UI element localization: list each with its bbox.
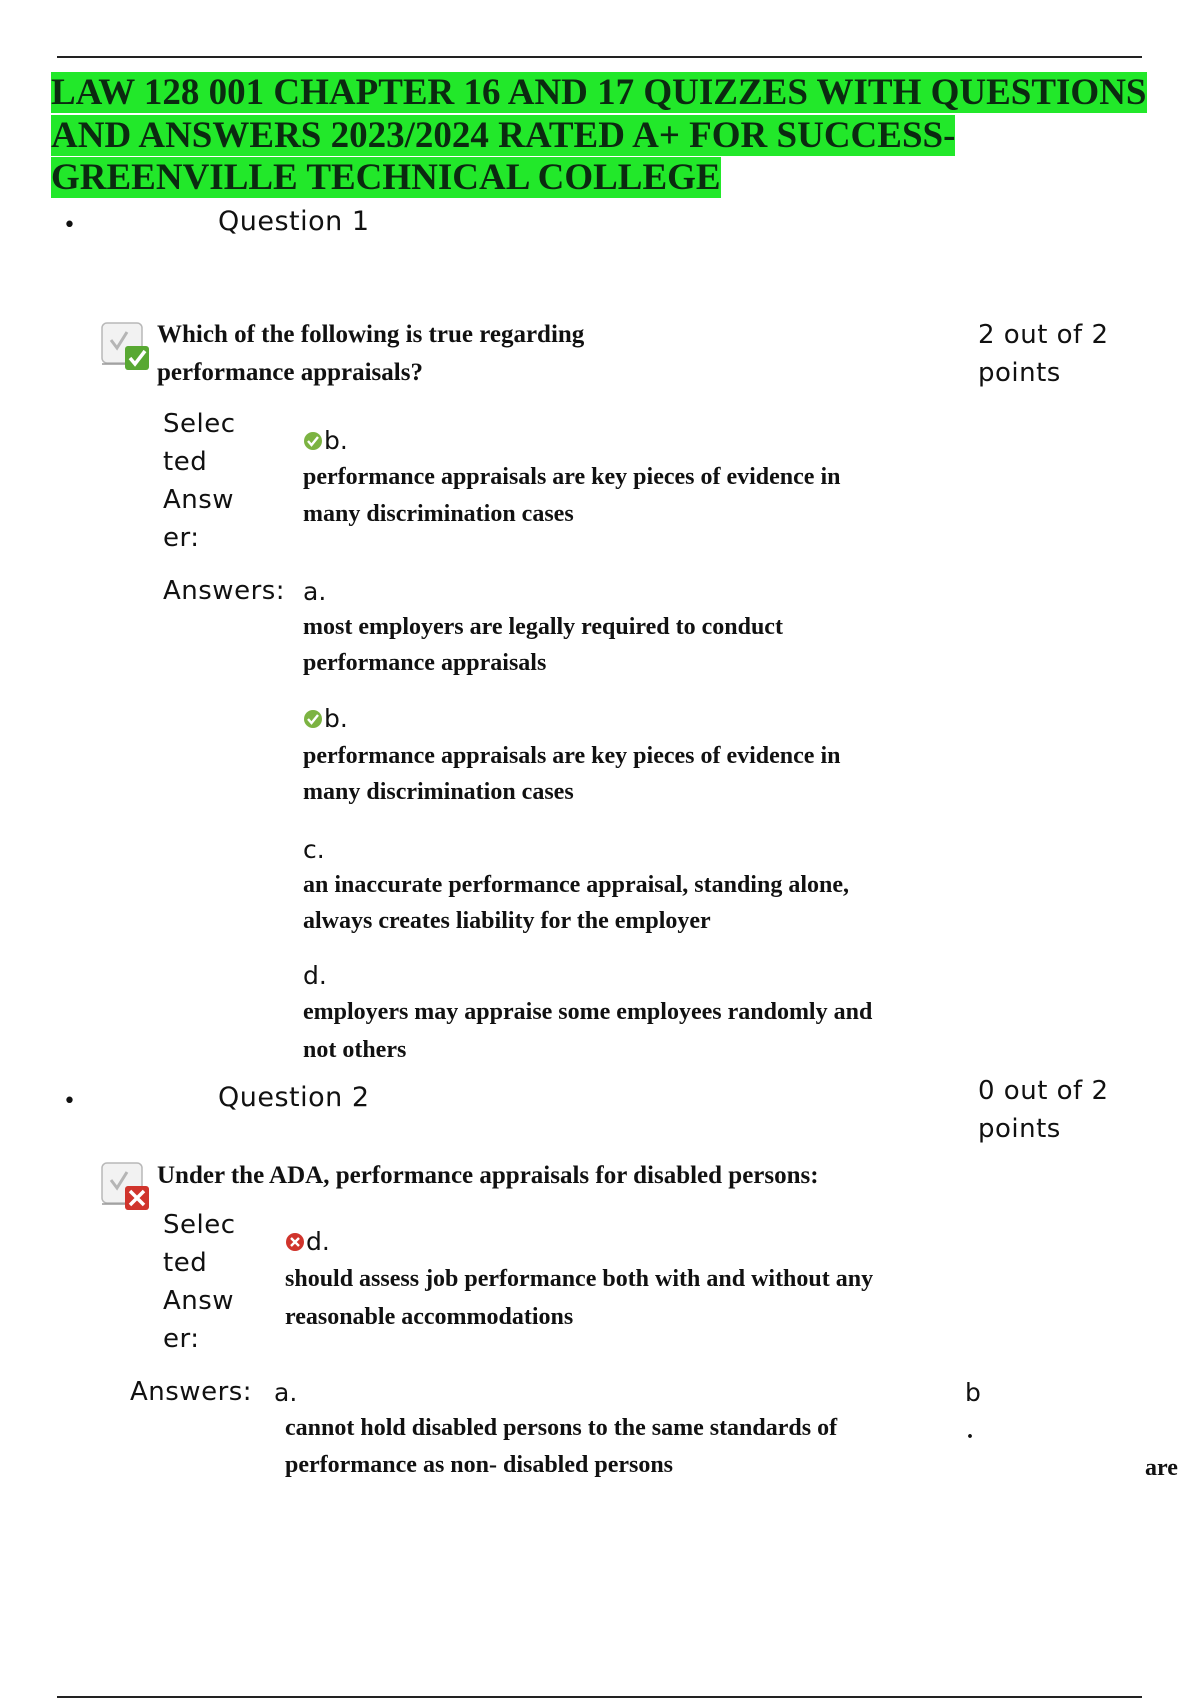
overflow-fragment-are: are	[1145, 1455, 1178, 1481]
selected-answer-text	[285, 1260, 985, 1336]
answer-text	[274, 1410, 974, 1484]
answer-text-line: always creates liability for the employer	[303, 908, 711, 934]
question-2-points-line: 0 out of 2	[978, 1076, 1109, 1106]
answer-letter-text: b.	[324, 704, 348, 733]
question-1-points	[978, 316, 1109, 392]
title-line-1: LAW 128 001 CHAPTER 16 AND 17 QUIZZES WITH QUESTIONS	[51, 72, 1147, 113]
question-1-points-line: points	[978, 358, 1061, 388]
answer-text-line: most employers are legally required to conduct	[303, 614, 783, 640]
label-line: ted	[163, 447, 208, 477]
correct-icon	[303, 709, 323, 729]
answer-text-line: performance appraisals are key pieces of evidence in	[303, 464, 841, 490]
question-1-points-line: 2 out of 2	[978, 320, 1109, 350]
question-1-selected-answer	[303, 426, 943, 533]
answer-letter: c.	[303, 835, 325, 864]
question-2-heading: Question 2	[218, 1082, 370, 1113]
question-2-selected-answer-label	[163, 1206, 236, 1358]
question-2-answer-a	[274, 1378, 974, 1484]
label-line: er:	[163, 523, 200, 553]
question-2-incorrect-icon	[99, 1160, 151, 1212]
title-line-2: AND ANSWERS 2023/2024 RATED A+ FOR SUCCESS-	[51, 114, 956, 156]
question-2-points-line: points	[978, 1114, 1061, 1144]
question-2-points	[978, 1072, 1109, 1148]
answer-letter: d.	[303, 961, 327, 990]
question-1-answer-a	[303, 577, 943, 681]
label-line: ted	[163, 1248, 208, 1278]
answer-text-line: performance appraisals	[303, 650, 547, 676]
question-1-answer-b	[303, 704, 943, 810]
answer-text-line: performance as non- disabled persons	[285, 1452, 674, 1478]
answer-text-line: cannot hold disabled persons to the same standards of	[285, 1415, 838, 1441]
answer-text-line: employers may appraise some employees randomly and	[303, 999, 873, 1025]
question-1-answer-c	[303, 835, 943, 939]
question-2-bullet: •	[63, 1089, 76, 1114]
answer-letter: a.	[303, 577, 327, 606]
correct-icon	[303, 431, 323, 451]
question-1-bullet: •	[63, 213, 76, 238]
overflow-fragment-b: b	[965, 1378, 981, 1407]
overflow-fragment-dot: .	[967, 1418, 973, 1444]
answer-text-line: not others	[303, 1037, 407, 1063]
answer-text	[303, 993, 983, 1069]
document-title	[51, 72, 1161, 200]
question-1-correct-icon	[99, 320, 151, 372]
top-rule	[57, 56, 1142, 58]
selected-answer-letter-text: b.	[324, 426, 348, 455]
question-1-answers-label: Answers:	[163, 576, 286, 606]
selected-answer-letter	[285, 1227, 985, 1257]
bottom-rule	[57, 1696, 1142, 1698]
answer-text	[303, 738, 943, 810]
incorrect-icon	[285, 1232, 305, 1252]
answer-text-line: an inaccurate performance appraisal, standing alone,	[303, 872, 849, 898]
answer-text-line: performance appraisals are key pieces of evidence in	[303, 743, 841, 769]
question-2-selected-answer	[285, 1227, 985, 1336]
answer-text-line: should assess job performance both with and without any	[285, 1266, 874, 1292]
answer-text-line: many discrimination cases	[303, 779, 574, 805]
question-1-selected-answer-label	[163, 405, 236, 557]
question-1-heading: Question 1	[218, 206, 370, 237]
question-1-answer-d	[303, 961, 983, 1069]
label-line: Selec	[163, 409, 236, 439]
selected-answer-letter-text: d.	[306, 1227, 330, 1256]
label-line: Answ	[163, 1286, 235, 1316]
answer-text	[303, 867, 943, 939]
question-1-text-line: Which of the following is true regarding	[157, 321, 585, 348]
answer-letter: a.	[274, 1378, 298, 1407]
answer-text	[303, 609, 943, 681]
answer-text-line: many discrimination cases	[303, 501, 574, 527]
label-line: er:	[163, 1324, 200, 1354]
selected-answer-letter	[303, 426, 943, 456]
label-line: Selec	[163, 1210, 236, 1240]
question-1-text	[157, 316, 857, 392]
answer-text-line: reasonable accommodations	[285, 1304, 574, 1330]
question-1-text-line: performance appraisals?	[157, 359, 423, 386]
label-line: Answ	[163, 485, 235, 515]
answer-letter	[303, 704, 943, 734]
question-2-text: Under the ADA, performance appraisals for disabled persons:	[157, 1162, 819, 1189]
question-2-answers-label: Answers:	[130, 1377, 253, 1407]
title-line-3: GREENVILLE TECHNICAL COLLEGE	[51, 157, 721, 198]
selected-answer-text	[303, 459, 943, 533]
